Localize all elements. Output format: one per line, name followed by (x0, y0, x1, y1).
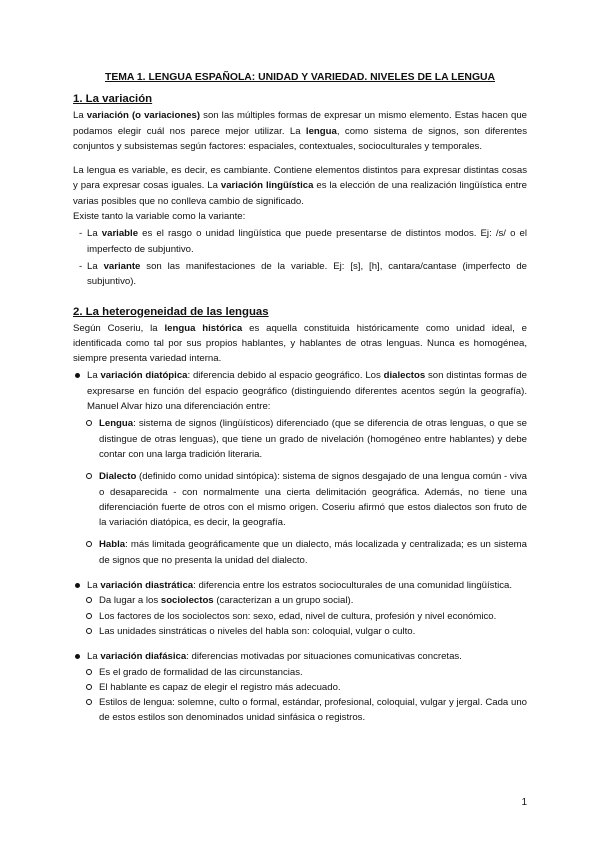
list-item: Estilos de lengua: solemne, culto o formal, estándar, profesional, coloquial, vulgar y jergal. Cada uno de estos estilos son denominados unidad sinfásica o registros. (73, 695, 527, 726)
list-item: - La variante son las manifestaciones de la variable. Ej: [s], [h], cantara/cantase (imperfecto de subjuntivo). (73, 259, 527, 290)
list-item: Los factores de los sociolectos son: sexo, edad, nivel de cultura, profesión y nivel económico. (73, 609, 527, 624)
list-item-diafasica: La variación diafásica: diferencias motivadas por situaciones comunicativas concretas. (73, 649, 527, 664)
list-item: El hablante es capaz de elegir el registro más adecuado. (73, 680, 527, 695)
paragraph: La lengua es variable, es decir, es cambiante. Contiene elementos distintos para expresar distintas cosas y para expresar cosas iguales. La variación lingüística es la elección de una realización lingüística entre varias posibles que no conlleva cambio de significado. (73, 165, 527, 207)
document-page (73, 70, 527, 726)
list-item: Da lugar a los sociolectos (caracterizan a un grupo social). (73, 593, 527, 608)
list-item: Habla: más limitada geográficamente que un dialecto, más localizada y centralizada; es un sistema de signos que no presenta la unidad del dialecto. (73, 537, 527, 568)
section-heading-variacion: 1. La variación (73, 93, 153, 106)
list-item: Dialecto (definido como unidad sintópica): sistema de signos desgajado de una lengua común - viva o desaparecida - con normalmente una cierta delimitación geográfica. Además, no tiene una diferenciación fuerte de otros con el mismo origen. Coseriu afirmó que estos dialectos son fruto de la variación diatópica, es decir, la geografía. (73, 469, 527, 530)
paragraph: Según Coseriu, la lengua histórica es aquella constituida históricamente como unidad ideal, e identificada como tal por sus propios hablantes, y hablantes de otras lenguas. Nunca es homogénea, siempre presenta variedad interna. (73, 322, 527, 365)
paragraph: La variación (o variaciones) son las múltiples formas de expresar un mismo elemento. Estas hacen que podamos elegir cuál nos parece mejor utilizar. La lengua, como sistema de signos, son diferentes conjuntos y subsistemas según factores: espaciales, contextuales, socioculturales y temporales. (73, 110, 527, 152)
list-item: Lengua: sistema de signos (lingüísticos) diferenciado (que se diferencia de otras lenguas, o que se distingue de otras lenguas), que tiene un grado de nivelación (homogéneo entre hablantes) y debe contar con una larga tradición literaria. (73, 416, 527, 462)
list-item-diastratica: La variación diastrática: diferencia entre los estratos socioculturales de una comunidad lingüística. (73, 578, 527, 593)
page-number: 1 (521, 797, 527, 808)
list-item: Es el grado de formalidad de las circunstancias. (73, 665, 527, 680)
list-item: Las unidades sinstráticas o niveles del habla son: coloquial, vulgar o culto. (73, 624, 527, 639)
paragraph: Existe tanto la variable como la variante: (73, 211, 246, 223)
document-title: TEMA 1. LENGUA ESPAÑOLA: UNIDAD Y VARIEDAD. NIVELES DE LA LENGUA (104, 72, 496, 83)
section-heading-heterogeneidad: 2. La heterogeneidad de las lenguas (73, 305, 269, 318)
list-item: - La variable es el rasgo o unidad lingüística que puede presentarse de distintos modos. Ej: /s/ o el imperfecto de subjuntivo. (73, 226, 527, 257)
list-item-diatopica: La variación diatópica: diferencia debido al espacio geográfico. Los dialectos son distintas formas de expresarse en función del espacio geográfico (distinguiendo diferentes acentos según la geografía). Manuel Alvar hizo una diferenciación entre: (73, 368, 527, 414)
